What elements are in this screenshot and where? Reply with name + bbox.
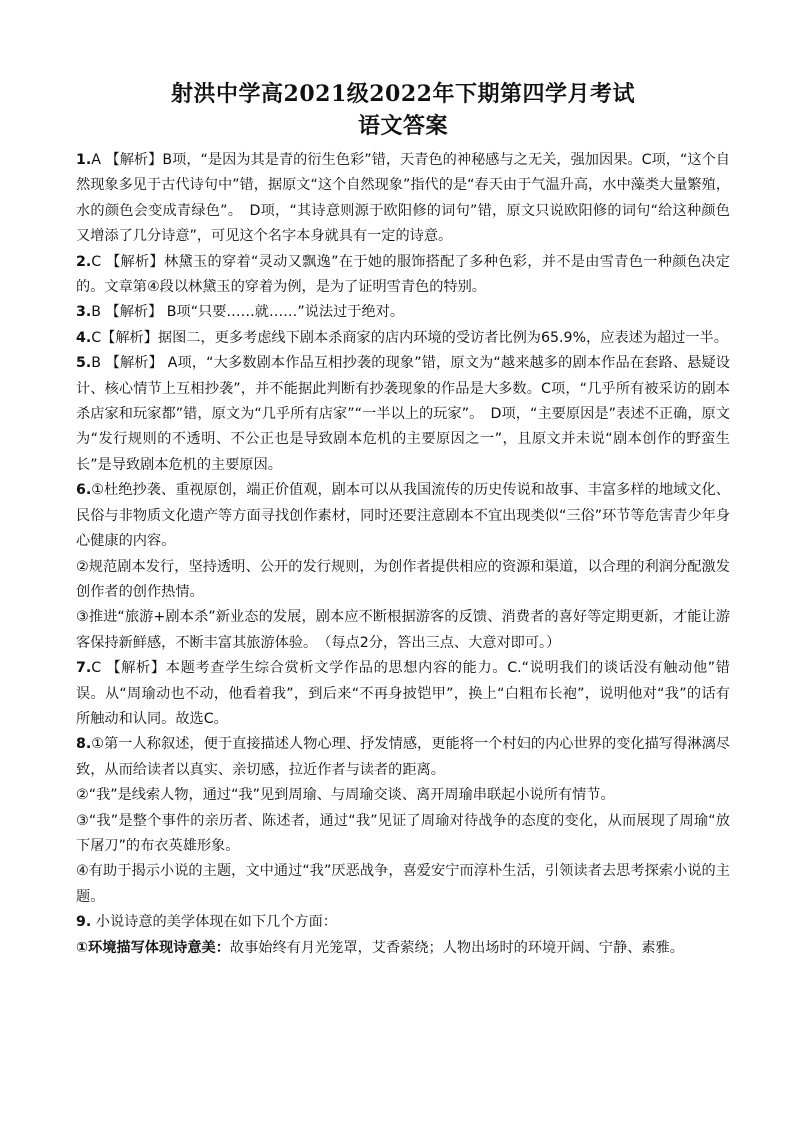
answer-8-point-4: ④有助于揭示小说的主题，文中通过“我”厌恶战争，喜爱安宁而淳朴生活，引领读者去思考探索小说的主题。: [76, 863, 730, 905]
answer-sheet: [76, 78, 730, 961]
answer-5: 5.B 【解析】 A项，“大多数剧本作品互相抄袭的现象”错，原文为“越来越多的剧本作品在套路、悬疑设计、核心情节上互相抄袭”，并不能据此判断有抄袭现象的作品是大多数。C项，“几乎所有被采访的剧本杀店家和玩家都”错，原文为“几乎所有店家”“一半以上的玩家”。 D项，“主要原因是”表述不正确，原文为“发行规则的不透明、不公正也是导致剧本危机的主要原因之一”，且原文并未说“剧本创作的野蛮生长”是导致剧本危机的主要原因。: [76, 355, 730, 473]
answer-list: [76, 148, 730, 961]
answer-4: 4.C【解析】据图二，更多考虑线下剧本杀商家的店内环境的受访者比例为65.9%，应表述为超过一半。: [76, 329, 728, 346]
answer-8-point-3: ③“我”是整个事件的亲历者、陈述者，通过“我”见证了周瑜对待战争的态度的变化，从而展现了周瑜“放下屠刀”的布衣英雄形象。: [76, 812, 730, 854]
answer-1: 1.A 【解析】B项，“是因为其是青的衍生色彩”错，天青色的神秘感与之无关，强加因果。C项，“这个自然现象多见于古代诗句中”错，据原文“这个自然现象”指代的是“春天由于气温升高，水中藻类大量繁殖，水的颜色会变成青绿色”。 D项，“其诗意则源于欧阳修的词句”错，原文只说欧阳修的词句“给这种颜色又增添了几分诗意”，可见这个名字本身就具有一定的诗意。: [76, 152, 730, 245]
answer-3: 3.B 【解析】 B项“只要……就……”说法过于绝对。: [76, 304, 405, 321]
answer-6-point-1: 6.①杜绝抄袭、重视原创，端正价值观，剧本可以从我国流传的历史传说和故事、丰富多样的地域文化、民俗与非物质文化遗产等方面寻找创作素材，同时还要注意剧本不宜出现类似“三俗”环节等危害青少年身心健康的内容。: [76, 482, 730, 550]
answer-2: 2.C 【解析】林黛玉的穿着“灵动又飘逸”在于她的服饰搭配了多种色彩，并不是由雪青色一种颜色决定的。文章第④段以林黛玉的穿着为例，是为了证明雪青色的特别。: [76, 253, 730, 296]
page-subtitle: 语文答案: [357, 113, 448, 139]
answer-9-point-1: ①环境描写体现诗意美：故事始终有月光笼罩，艾香萦绕；人物出场时的环境开阔、宁静、素雅。: [76, 939, 684, 956]
answer-6-point-3: ③推进“旅游+剧本杀”新业态的发展，剧本应不断根据游客的反馈、消费者的喜好等定期更新，才能让游客保持新鲜感，不断丰富其旅游体验。 （每点2分，答出三点、大意对即可。）: [76, 609, 730, 651]
answer-6-point-2: ②规范剧本发行，坚持透明、公开的发行规则，为创作者提供相应的资源和渠道，以合理的利润分配激发创作者的创作热情。: [76, 558, 730, 600]
answer-7: 7.C 【解析】本题考查学生综合赏析文学作品的思想内容的能力。C.“说明我们的谈话没有触动他”错误。从“周瑜动也不动，他看着我”，到后来“不再身披铠甲”，换上“白粗布长袍”，说明他对“我”的话有所触动和认同。故选C。: [76, 660, 730, 727]
page-title: 射洪中学高2021级2022年下期第四学月考试: [171, 81, 635, 107]
answer-9: 9. 小说诗意的美学体现在如下几个方面：: [76, 914, 337, 931]
answer-8-point-1: 8.①第一人称叙述，便于直接描述人物心理、抒发情感，更能将一个村妇的内心世界的变化描写得淋漓尽致，从而给读者以真实、亲切感，拉近作者与读者的距离。: [76, 736, 730, 778]
answer-8-point-2: ②“我”是线索人物，通过“我”见到周瑜、与周瑜交谈、离开周瑜串联起小说所有情节。: [76, 787, 615, 804]
